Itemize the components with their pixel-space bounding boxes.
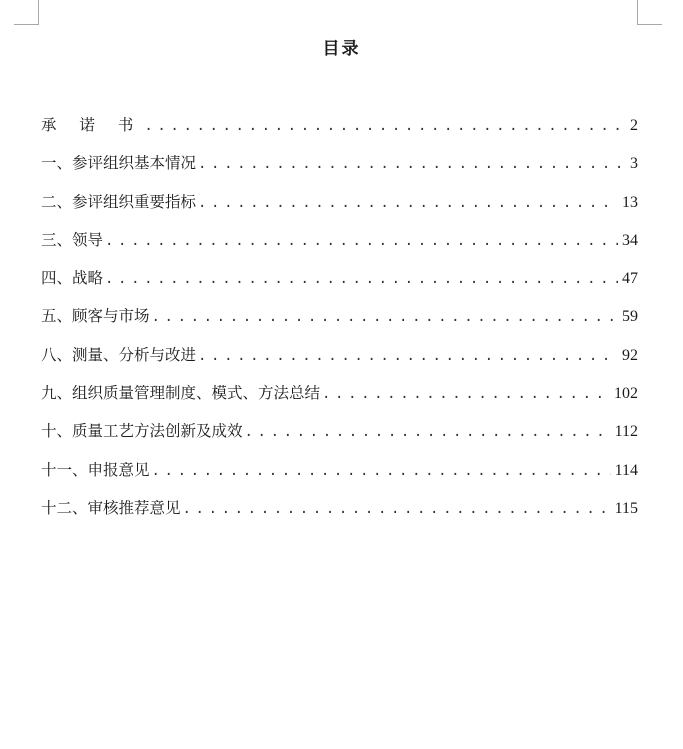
toc-entry-strategy[interactable] — [41, 266, 638, 304]
dot-leader — [152, 309, 618, 325]
toc-page-number: 114 — [614, 461, 638, 479]
toc-entry-label: 五、顾客与市场 — [41, 307, 150, 326]
toc-page-number: 34 — [622, 231, 638, 249]
toc-entry-label: 一、参评组织基本情况 — [41, 154, 197, 173]
toc-entry-measurement-analysis[interactable] — [41, 343, 638, 381]
toc-entry-basic-info[interactable] — [41, 151, 638, 189]
table-of-contents — [41, 113, 638, 534]
toc-entry-label: 九、组织质量管理制度、模式、方法总结 — [41, 384, 321, 403]
toc-entry-customers-market[interactable] — [41, 304, 638, 342]
toc-entry-review-recommendation[interactable] — [41, 496, 638, 534]
toc-entry-quality-system-summary[interactable] — [41, 381, 638, 419]
dot-leader — [245, 424, 611, 440]
toc-entry-label: 三、领导 — [41, 230, 104, 249]
dot-leader — [198, 195, 618, 211]
toc-entry-process-innovation[interactable] — [41, 419, 638, 457]
toc-page-number: 115 — [614, 499, 638, 517]
page-corner-mark-top-right — [637, 0, 662, 25]
toc-entry-label: 十二、审核推荐意见 — [41, 498, 181, 517]
dot-leader — [105, 233, 618, 249]
toc-entry-application-opinion[interactable] — [41, 458, 638, 496]
page-corner-mark-top-left — [14, 0, 39, 25]
toc-entry-key-indicators[interactable] — [41, 190, 638, 228]
toc-page-number: 13 — [622, 193, 638, 211]
dot-leader — [198, 156, 626, 172]
toc-entry-label: 承 诺 书 — [41, 116, 143, 134]
toc-entry-label: 十一、申报意见 — [41, 460, 150, 479]
toc-title: 目录 — [322, 39, 361, 59]
dot-leader — [105, 271, 618, 287]
dot-leader — [198, 348, 618, 364]
toc-entry-label: 十、质量工艺方法创新及成效 — [41, 422, 243, 441]
toc-page-number: 112 — [614, 423, 638, 441]
dot-leader — [144, 118, 626, 134]
toc-entry-label: 二、参评组织重要指标 — [41, 192, 197, 211]
toc-page-number: 2 — [630, 117, 638, 134]
toc-page-number: 92 — [622, 346, 638, 364]
toc-entry-commitment[interactable] — [41, 113, 638, 151]
dot-leader — [183, 501, 611, 517]
dot-leader — [152, 463, 611, 479]
toc-entry-label: 八、测量、分析与改进 — [41, 345, 197, 364]
toc-page-number: 102 — [614, 385, 638, 403]
toc-entry-label: 四、战略 — [41, 269, 104, 288]
toc-page-number: 59 — [622, 308, 638, 326]
toc-page-number: 47 — [622, 270, 638, 288]
dot-leader — [322, 386, 610, 402]
toc-page-number: 3 — [630, 155, 638, 173]
toc-entry-leadership[interactable] — [41, 228, 638, 266]
